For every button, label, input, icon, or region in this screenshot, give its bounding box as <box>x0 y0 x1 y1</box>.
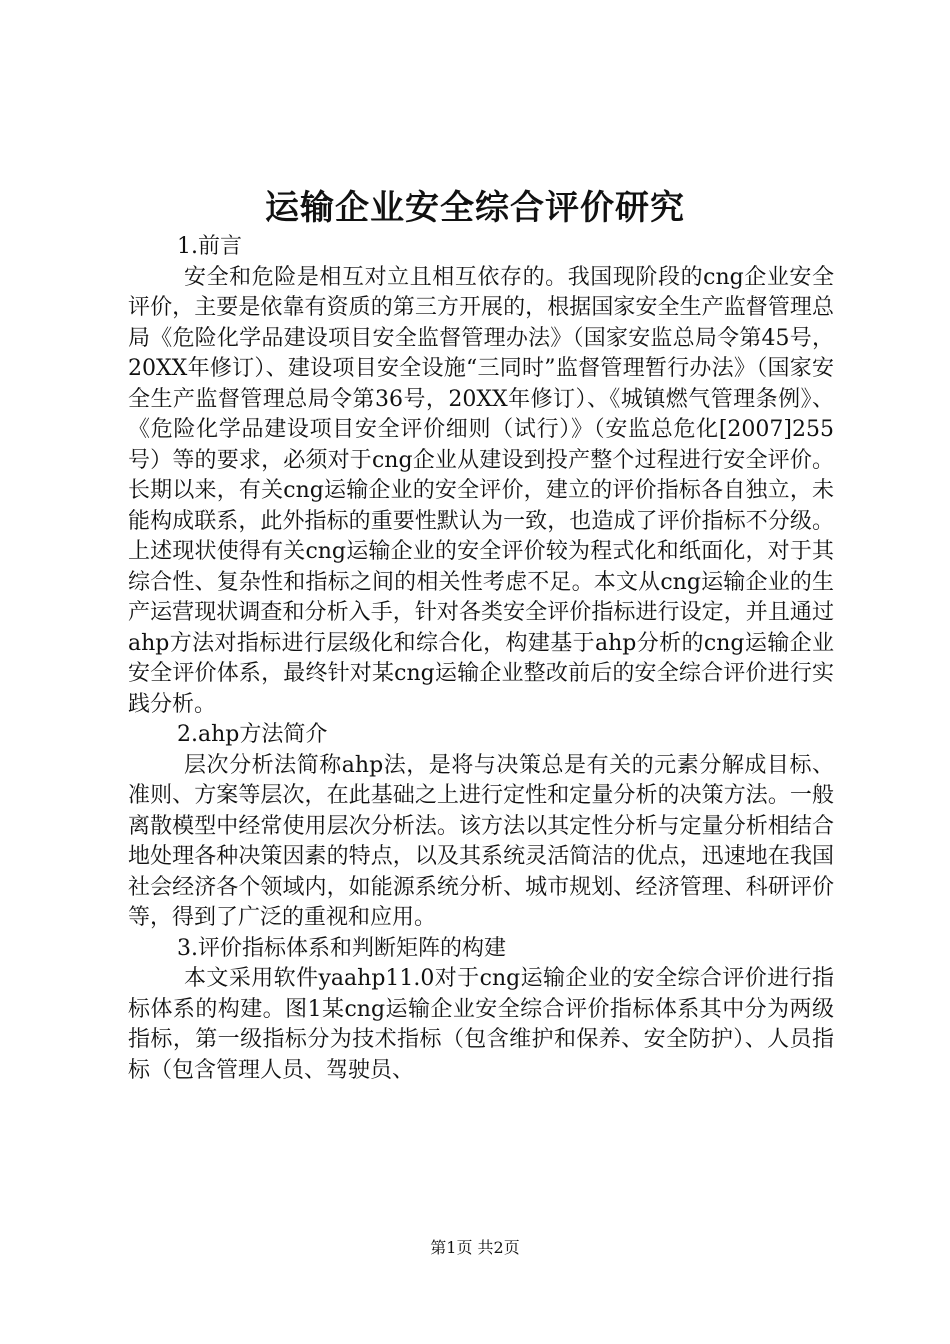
section-paragraph-index-system: 本文采用软件yaahp11.0对于cng运输企业的安全综合评价进行指标体系的构建。图1某cng运输企业安全综合评价指标体系其中分为两级指标，第一级指标分为技术指标（包含维护和保养、安全防护）、人员指标（包含管理人员、驾驶员、 <box>128 966 834 1083</box>
section-heading-intro: 1.前言 <box>177 234 242 259</box>
section-paragraph-intro: 安全和危险是相互对立且相互依存的。我国现阶段的cng企业安全评价，主要是依靠有资质的第三方开展的，根据国家安全生产监督管理总局《危险化学品建设项目安全监督管理办法》（国家安监总局令第45号，20XX年修订）、建设项目安全设施“三同时”监督管理暂行办法》（国家安全生产监督管理总局令第36号，20XX年修订）、《城镇燃气管理条例》、《危险化学品建设项目安全评价细则（试行）》（安监总危化[2007]255号）等的要求，必须对于cng企业从建设到投产整个过程进行安全评价。长期以来，有关cng运输企业的安全评价，建立的评价指标各自独立，未能构成联系，此外指标的重要性默认为一致，也造成了评价指标不分级。上述现状使得有关cng运输企业的安全评价较为程式化和纸面化，对于其综合性、复杂性和指标之间的相关性考虑不足。本文从cng运输企业的生产运营现状调查和分析入手，针对各类安全评价指标进行设定，并且通过ahp方法对指标进行层级化和综合化，构建基于ahp分析的cng运输企业安全评价体系，最终针对某cng运输企业整改前后的安全综合评价进行实践分析。 <box>128 264 834 717</box>
page-footer: 第1页 共2页 <box>430 1238 520 1257</box>
document-title: 运输企业安全综合评价研究 <box>265 188 685 228</box>
document-body <box>128 232 834 1086</box>
section-heading-ahp: 2.ahp方法简介 <box>177 722 328 747</box>
section-paragraph-ahp: 层次分析法简称ahp法，是将与决策总是有关的元素分解成目标、准则、方案等层次，在此基础之上进行定性和定量分析的决策方法。一般离散模型中经常使用层次分析法。该方法以其定性分析与定量分析相结合地处理各种决策因素的特点，以及其系统灵活简洁的优点，迅速地在我国社会经济各个领域内，如能源系统分析、城市规划、经济管理、科研评价等，得到了广泛的重视和应用。 <box>128 752 834 930</box>
section-heading-index-system: 3.评价指标体系和判断矩阵的构建 <box>177 935 506 961</box>
